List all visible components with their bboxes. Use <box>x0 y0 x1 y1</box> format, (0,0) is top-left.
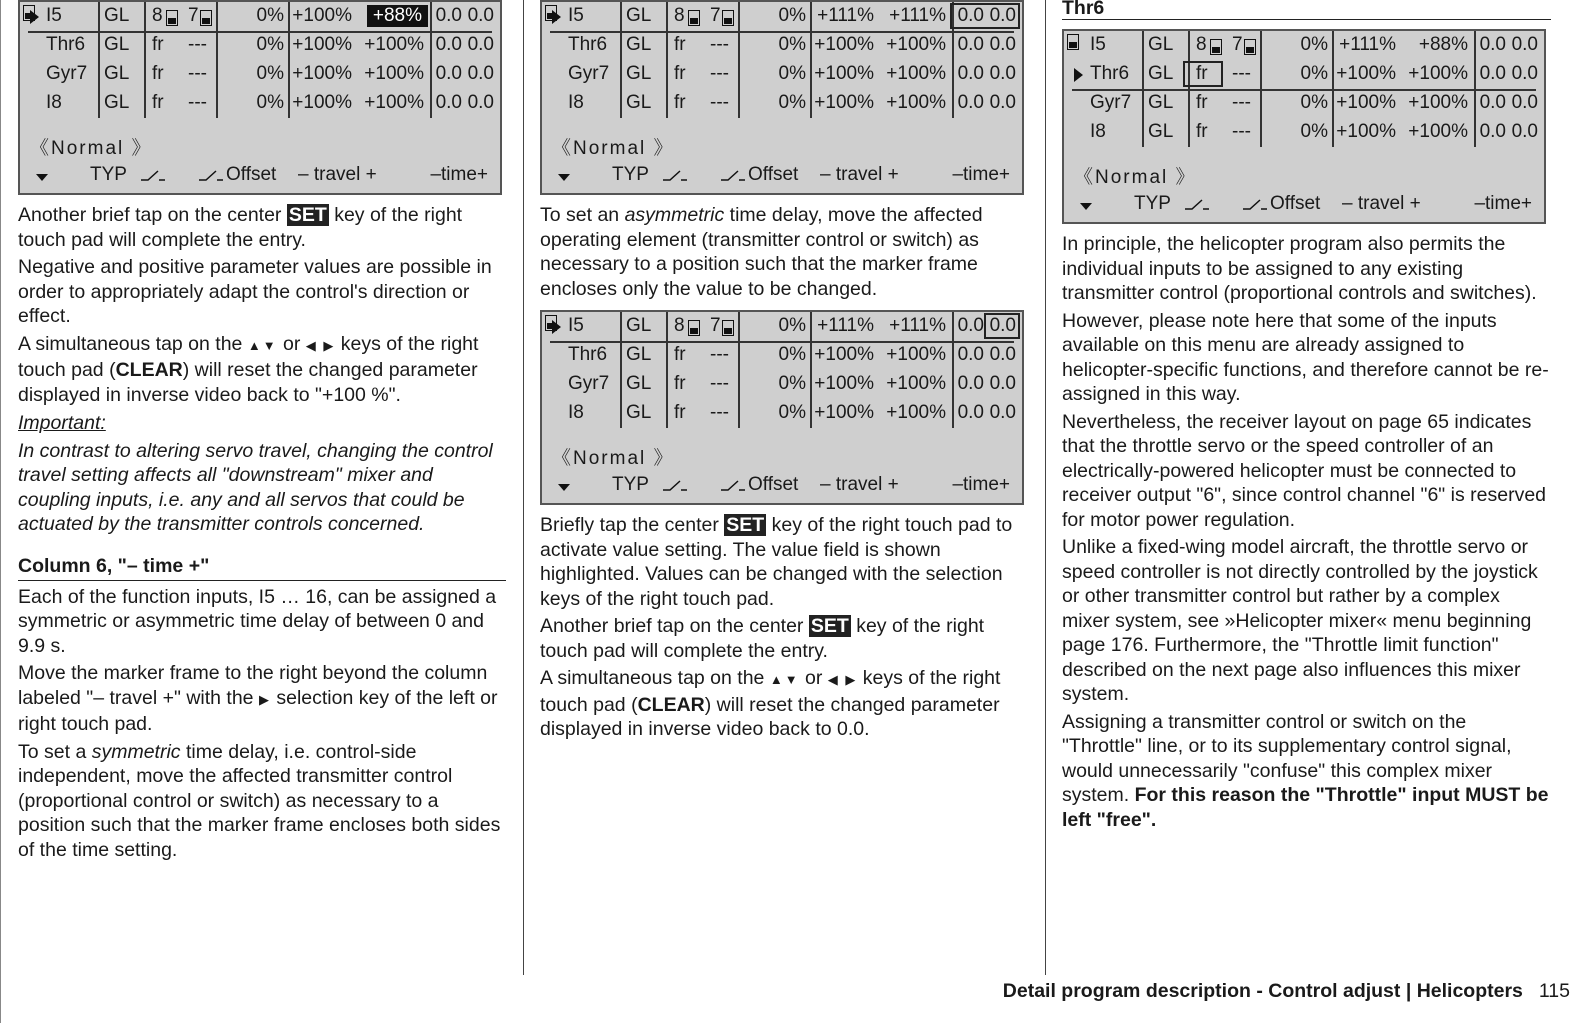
offset-value: 0% <box>1300 121 1328 142</box>
time-minus-value: 0.0 <box>957 63 984 84</box>
time-minus-value: 0.0 <box>435 34 462 55</box>
time-header: –time+ <box>430 164 488 185</box>
switch-2-value: 7 <box>1232 34 1243 55</box>
curve-icon <box>140 168 166 182</box>
global-phase-label: GL <box>1148 34 1174 55</box>
offset-header: Offset <box>226 164 277 185</box>
input-name: Gyr7 <box>568 373 610 394</box>
switch-2-value: 7 <box>710 5 721 26</box>
typ-label: TYP <box>612 164 649 185</box>
global-phase-label: GL <box>104 5 130 26</box>
set-key-label: SET <box>726 514 765 536</box>
transmitter-screen <box>540 310 1024 505</box>
input-row <box>542 31 1022 60</box>
input-name: Thr6 <box>46 34 86 55</box>
travel-minus-value: +100% <box>814 34 874 55</box>
offset-value: 0% <box>778 402 806 423</box>
time-minus-value: 0.0 <box>957 5 984 26</box>
down-arrow-icon <box>1080 203 1092 210</box>
global-phase-label: GL <box>104 34 130 55</box>
column-2 <box>540 0 1028 745</box>
time-plus-value: 0.0 <box>989 344 1016 365</box>
time-header: –time+ <box>1474 193 1532 214</box>
travel-header: – travel + <box>820 164 899 185</box>
important-label: Important: <box>18 412 106 434</box>
switch-2-value: --- <box>1232 63 1251 84</box>
offset-value: 0% <box>778 92 806 113</box>
switch-2-value: --- <box>1232 92 1251 113</box>
travel-minus-value: +111% <box>1339 34 1396 55</box>
time-plus-value: 0.0 <box>1511 34 1538 55</box>
offset-value: 0% <box>256 34 284 55</box>
global-phase-label: GL <box>626 373 652 394</box>
global-phase-label: GL <box>104 92 130 113</box>
right-arrow-icon: ▶ <box>258 691 271 707</box>
travel-minus-value: +100% <box>814 402 874 423</box>
global-phase-label: GL <box>104 63 130 84</box>
input-row <box>1064 31 1544 60</box>
global-phase-label: GL <box>626 34 652 55</box>
time-minus-value: 0.0 <box>435 92 462 113</box>
mode-indicator: 《Normal 》 <box>1074 167 1197 188</box>
travel-header: – travel + <box>820 474 899 495</box>
switch-1-value: 8 <box>674 315 685 336</box>
input-row <box>542 2 1022 31</box>
switch-icon <box>722 10 734 26</box>
input-name: I8 <box>568 92 584 113</box>
travel-plus-value: +100% <box>1408 121 1468 142</box>
switch-icon <box>545 5 557 21</box>
travel-plus-value: +100% <box>364 34 424 55</box>
paragraph: Unlike a fixed-wing model aircraft, the throttle servo or speed controller is not directly controlled by the joystick or other transmitter control but rather by a complex mixer system, see »Helicopter mixer« menu beginning page 176. Furthermore, the "Throttle limit function" described on the next page also influences this mixer system. <box>1062 536 1538 705</box>
travel-minus-value: +111% <box>817 5 874 26</box>
time-minus-value: 0.0 <box>957 315 984 336</box>
travel-plus-value: +111% <box>889 315 946 336</box>
curve-icon <box>662 478 688 492</box>
switch-icon <box>200 10 212 26</box>
switch-icon <box>688 10 700 26</box>
offset-value: 0% <box>778 344 806 365</box>
footer-title: Detail program description - Control adjust | Helicopters <box>1002 980 1523 1002</box>
paragraph: Negative and positive parameter values are possible in order to appropriately adapt the control's direction or effect. <box>18 256 492 327</box>
offset-header: Offset <box>748 164 799 185</box>
input-row <box>542 370 1022 399</box>
time-plus-value: 0.0 <box>989 315 1016 336</box>
travel-minus-value: +100% <box>1336 63 1396 84</box>
curve-icon <box>720 478 746 492</box>
paragraph: To set an asymmetric time delay, move the affected operating element (transmitter control or switch) as necessary to a position such that the marker frame encloses only the value to be changed. <box>540 204 983 300</box>
section-title: Thr6 <box>1062 0 1551 20</box>
paragraph: Nevertheless, the receiver layout on page 65 indicates that the throttle servo or the speed controller of an electrically-powered helicopter must be connected to receiver output "6", since control channel "6" is reserved for motor power regulation. <box>1062 410 1547 531</box>
input-row <box>20 31 500 60</box>
global-phase-label: GL <box>626 344 652 365</box>
time-minus-value: 0.0 <box>957 373 984 394</box>
switch-icon <box>1210 39 1222 55</box>
paragraph: Move the marker frame to the right beyond the column labeled "– travel +" with the ▶ selection key of the left or right touch pad. <box>18 662 498 735</box>
global-phase-label: GL <box>1148 63 1174 84</box>
curve-icon <box>720 168 746 182</box>
marker-frame <box>950 3 1020 29</box>
switch-2-value: --- <box>188 34 207 55</box>
input-name: I5 <box>568 315 584 336</box>
time-plus-value: 0.0 <box>467 34 494 55</box>
travel-plus-value: +100% <box>886 344 946 365</box>
travel-plus-value: +100% <box>364 92 424 113</box>
typ-label: TYP <box>90 164 127 185</box>
down-arrow-icon <box>36 174 48 181</box>
offset-value: 0% <box>256 92 284 113</box>
switch-2-value: --- <box>710 402 729 423</box>
time-header: –time+ <box>952 164 1010 185</box>
column-3 <box>1062 0 1551 835</box>
travel-minus-value: +100% <box>292 63 352 84</box>
up-down-arrows-icon: ▲▼ <box>247 337 278 353</box>
switch-1-value: fr <box>152 34 164 55</box>
travel-plus-value: +88% <box>1418 34 1468 55</box>
travel-plus-value: +100% <box>1408 63 1468 84</box>
input-row <box>542 89 1022 118</box>
global-phase-label: GL <box>626 63 652 84</box>
input-name: Thr6 <box>1090 63 1130 84</box>
time-minus-value: 0.0 <box>1479 34 1506 55</box>
global-phase-label: GL <box>1148 92 1174 113</box>
screen-footer <box>542 472 1022 502</box>
offset-header: Offset <box>748 474 799 495</box>
travel-minus-value: +100% <box>1336 121 1396 142</box>
offset-value: 0% <box>778 34 806 55</box>
curve-icon <box>1242 197 1268 211</box>
time-plus-value: 0.0 <box>467 92 494 113</box>
input-row <box>20 2 500 31</box>
switch-1-value: fr <box>152 63 164 84</box>
page-number: 115 <box>1538 980 1570 1002</box>
time-plus-value: 0.0 <box>989 34 1016 55</box>
switch-1-value: fr <box>674 344 686 365</box>
travel-header: – travel + <box>298 164 377 185</box>
time-minus-value: 0.0 <box>957 34 984 55</box>
mode-indicator: 《Normal 》 <box>552 448 675 469</box>
switch-1-value: 8 <box>674 5 685 26</box>
time-minus-value: 0.0 <box>435 63 462 84</box>
time-plus-value: 0.0 <box>989 5 1016 26</box>
left-right-arrows-icon: ◀ ▶ <box>827 672 858 687</box>
offset-value: 0% <box>256 5 284 26</box>
page-footer <box>1003 980 1570 1003</box>
input-name: Gyr7 <box>46 63 88 84</box>
input-name: I5 <box>568 5 584 26</box>
curve-icon <box>1184 197 1210 211</box>
switch-1-value: fr <box>674 63 686 84</box>
switch-2-value: --- <box>1232 121 1251 142</box>
input-row <box>1064 60 1544 89</box>
travel-plus-value: +100% <box>886 34 946 55</box>
time-minus-value: 0.0 <box>957 92 984 113</box>
switch-2-value: --- <box>710 92 729 113</box>
switch-2-value: --- <box>710 34 729 55</box>
travel-plus-value: +100% <box>886 92 946 113</box>
time-minus-value: 0.0 <box>1479 121 1506 142</box>
paragraph: Briefly tap the center SET key of the right touch pad to activate value setting. The value field is shown highlighted. Values can be changed with the selection keys of the right touch pad. <box>540 514 1013 610</box>
paragraph: Another brief tap on the center SET key of the right touch pad will complete the entry. <box>18 204 463 251</box>
column-divider <box>1045 0 1046 975</box>
paragraph: Assigning a transmitter control or switch on the "Throttle" line, or to its supplementary control signal, would unnecessarily "confuse" this complex mixer system. For this reason the "Throttle" input MUST be left "free". <box>1062 710 1549 831</box>
switch-2-value: 7 <box>188 5 199 26</box>
offset-value: 0% <box>778 63 806 84</box>
switch-1-value: fr <box>674 373 686 394</box>
switch-1-value: fr <box>152 92 164 113</box>
input-name: I8 <box>46 92 62 113</box>
time-plus-value: 0.0 <box>1511 92 1538 113</box>
input-name: I8 <box>1090 121 1106 142</box>
switch-1-value: fr <box>674 34 686 55</box>
typ-label: TYP <box>612 474 649 495</box>
global-phase-label: GL <box>626 315 652 336</box>
time-plus-value: 0.0 <box>989 402 1016 423</box>
important-note: In contrast to altering servo travel, changing the control travel setting affects all "downstream" mixer and coupling inputs, i.e. any and all servos that could be actuated by the transmitter controls concerned. <box>18 439 493 535</box>
time-plus-value: 0.0 <box>1511 121 1538 142</box>
global-phase-label: GL <box>626 92 652 113</box>
switch-2-value: --- <box>188 63 207 84</box>
global-phase-label: GL <box>1148 121 1174 142</box>
input-name: Thr6 <box>568 34 608 55</box>
time-minus-value: 0.0 <box>435 5 462 26</box>
mode-indicator: 《Normal 》 <box>30 138 153 159</box>
switch-1-value: fr <box>1196 121 1208 142</box>
screen-footer <box>20 162 500 192</box>
switch-icon <box>23 5 35 21</box>
paragraph: Another brief tap on the center SET key of the right touch pad will complete the entry. <box>540 615 985 662</box>
input-row <box>20 89 500 118</box>
switch-icon <box>1067 34 1079 50</box>
offset-value: 0% <box>1300 92 1328 113</box>
global-phase-label: GL <box>626 402 652 423</box>
travel-plus-value: +100% <box>886 63 946 84</box>
paragraph: However, please note here that some of the inputs available on this menu are already assigned to helicopter-specific functions, and therefore cannot be re-assigned in this way. <box>1062 309 1549 405</box>
time-plus-value: 0.0 <box>989 92 1016 113</box>
input-row <box>542 312 1022 341</box>
switch-icon <box>1244 39 1256 55</box>
time-minus-value: 0.0 <box>957 344 984 365</box>
travel-minus-value: +111% <box>817 315 874 336</box>
time-minus-value: 0.0 <box>1479 63 1506 84</box>
switch-2-value: --- <box>188 92 207 113</box>
input-row <box>542 399 1022 428</box>
switch-1-value: 8 <box>152 5 163 26</box>
paragraph: A simultaneous tap on the ▲▼ or ◀ ▶ keys of the right touch pad (CLEAR) will reset the changed parameter displayed in inverse video back to 0.0. <box>540 667 1001 740</box>
paragraph: In principle, the helicopter program also permits the individual inputs to be assigned to any existing transmitter control (proportional controls and switches). <box>1062 233 1537 304</box>
switch-icon <box>688 320 700 336</box>
input-name: Gyr7 <box>568 63 610 84</box>
travel-plus-value: +100% <box>886 402 946 423</box>
offset-value: 0% <box>778 315 806 336</box>
travel-minus-value: +100% <box>1336 92 1396 113</box>
switch-2-value: 7 <box>710 315 721 336</box>
paragraph: Each of the function inputs, I5 … 16, can be assigned a symmetric or asymmetric time delay of between 0 and 9.9 s. <box>18 585 497 657</box>
marker-frame <box>1183 61 1223 87</box>
time-plus-value: 0.0 <box>989 63 1016 84</box>
offset-value: 0% <box>778 5 806 26</box>
typ-label: TYP <box>1134 193 1171 214</box>
switch-icon <box>722 320 734 336</box>
offset-value: 0% <box>1300 63 1328 84</box>
input-name: I8 <box>568 402 584 423</box>
time-minus-value: 0.0 <box>957 402 984 423</box>
input-row <box>1064 118 1544 147</box>
transmitter-screen <box>540 0 1024 195</box>
down-arrow-icon <box>558 484 570 491</box>
time-minus-value: 0.0 <box>1479 92 1506 113</box>
offset-value: 0% <box>778 373 806 394</box>
travel-minus-value: +100% <box>292 5 352 26</box>
travel-plus-value: +100% <box>364 63 424 84</box>
travel-plus-value: +100% <box>886 373 946 394</box>
set-key-label: SET <box>288 204 327 226</box>
travel-plus-value: +111% <box>889 5 946 26</box>
travel-minus-value: +100% <box>814 373 874 394</box>
input-row <box>542 341 1022 370</box>
switch-2-value: --- <box>710 344 729 365</box>
paragraph: To set a symmetric time delay, i.e. control-side independent, move the affected transmitter control (proportional control or switch) as necessary to a position such that the marker frame encloses both sides of the time setting. <box>18 740 501 861</box>
switch-icon <box>166 10 178 26</box>
transmitter-screen <box>18 0 502 195</box>
input-row <box>1064 89 1544 118</box>
offset-header: Offset <box>1270 193 1321 214</box>
travel-minus-value: +100% <box>292 92 352 113</box>
page-left-edge <box>0 0 1 1023</box>
column-divider <box>523 0 524 975</box>
selection-arrow-icon <box>1074 68 1083 82</box>
paragraph: A simultaneous tap on the ▲▼ or ◀ ▶ keys of the right touch pad (CLEAR) will reset the changed parameter displayed in inverse video back to "+100 %". <box>18 332 479 406</box>
travel-minus-value: +100% <box>814 92 874 113</box>
input-row <box>542 60 1022 89</box>
switch-1-value: fr <box>1196 63 1208 84</box>
up-down-arrows-icon: ▲▼ <box>769 672 800 687</box>
screen-footer <box>542 162 1022 192</box>
section-heading: Column 6, "– time +" <box>18 555 506 581</box>
input-name: I5 <box>46 5 62 26</box>
input-row <box>20 60 500 89</box>
travel-plus-value: +100% <box>1408 92 1468 113</box>
time-plus-value: 0.0 <box>467 63 494 84</box>
switch-icon <box>545 315 557 331</box>
time-plus-value: 0.0 <box>1511 63 1538 84</box>
input-name: Gyr7 <box>1090 92 1132 113</box>
screen-footer <box>1064 191 1544 221</box>
curve-icon <box>198 168 224 182</box>
switch-1-value: 8 <box>1196 34 1207 55</box>
time-plus-value: 0.0 <box>989 373 1016 394</box>
switch-1-value: fr <box>674 402 686 423</box>
down-arrow-icon <box>558 174 570 181</box>
travel-minus-value: +100% <box>814 63 874 84</box>
switch-1-value: fr <box>674 92 686 113</box>
curve-icon <box>662 168 688 182</box>
time-header: –time+ <box>952 474 1010 495</box>
column-1 <box>18 0 506 865</box>
switch-2-value: --- <box>710 63 729 84</box>
input-name: Thr6 <box>568 344 608 365</box>
switch-2-value: --- <box>710 373 729 394</box>
travel-minus-value: +100% <box>292 34 352 55</box>
offset-value: 0% <box>256 63 284 84</box>
transmitter-screen <box>1062 29 1546 224</box>
time-plus-value: 0.0 <box>467 5 494 26</box>
travel-minus-value: +100% <box>814 344 874 365</box>
switch-1-value: fr <box>1196 92 1208 113</box>
travel-plus-value: +88% <box>367 5 428 27</box>
mode-indicator: 《Normal 》 <box>552 138 675 159</box>
input-name: I5 <box>1090 34 1106 55</box>
set-key-label: SET <box>810 615 849 637</box>
left-right-arrows-icon: ◀ ▶ <box>305 337 336 353</box>
global-phase-label: GL <box>626 5 652 26</box>
travel-header: – travel + <box>1342 193 1421 214</box>
marker-frame <box>984 313 1020 339</box>
offset-value: 0% <box>1300 34 1328 55</box>
